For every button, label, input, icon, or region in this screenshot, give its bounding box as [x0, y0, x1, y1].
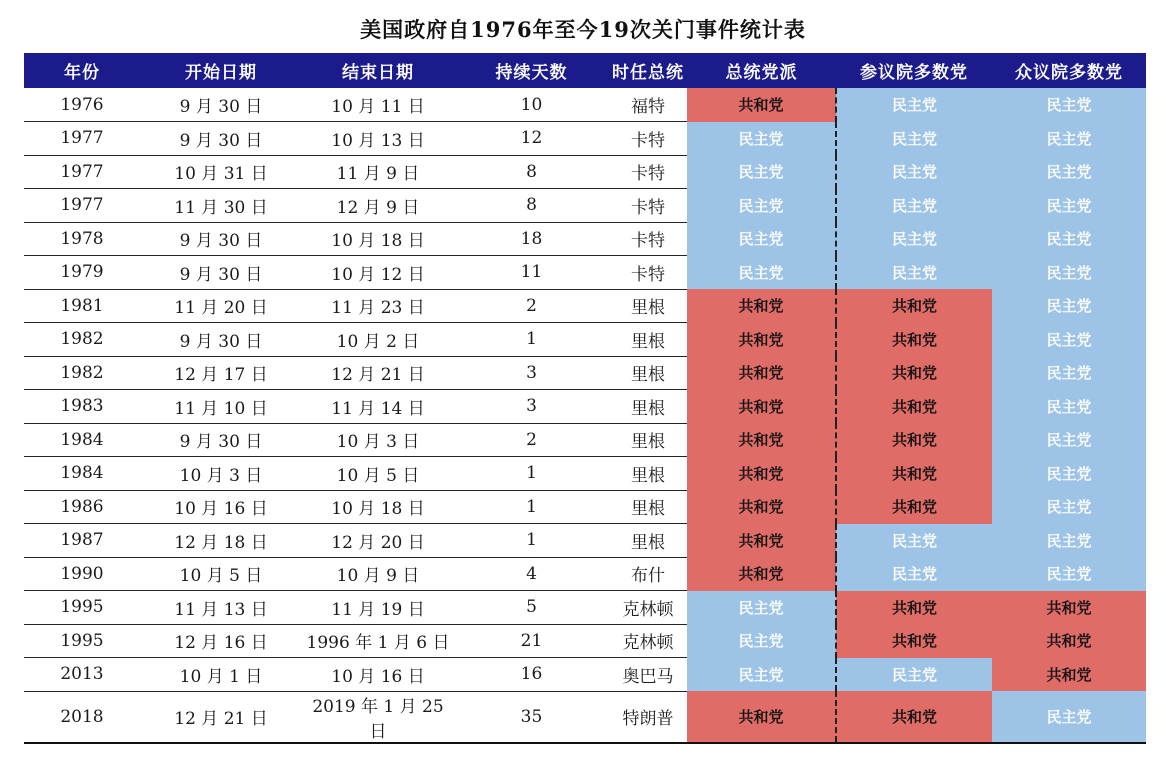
- column-header-end-date: 结束日期: [302, 53, 454, 88]
- cell-duration: 3: [454, 356, 609, 390]
- table-row: [24, 189, 1146, 223]
- cell-senate-majority: 共和党: [836, 591, 992, 625]
- cell-year: 1977: [24, 122, 140, 156]
- cell-senate-majority: 民主党: [836, 524, 992, 558]
- cell-president-party: 民主党: [687, 122, 836, 156]
- cell-start-date: 9 月 30 日: [140, 256, 302, 290]
- cell-house-majority: 民主党: [992, 155, 1146, 189]
- cell-duration: 5: [454, 591, 609, 625]
- cell-year: 1976: [24, 88, 140, 122]
- cell-start-date: 12 月 17 日: [140, 356, 302, 390]
- cell-house-majority: 民主党: [992, 691, 1146, 743]
- cell-house-majority: 民主党: [992, 289, 1146, 323]
- cell-president: 里根: [609, 356, 687, 390]
- cell-president-party: 共和党: [687, 88, 836, 122]
- cell-year: 1981: [24, 289, 140, 323]
- cell-senate-majority: 民主党: [836, 658, 992, 692]
- cell-year: 1995: [24, 591, 140, 625]
- cell-president: 卡特: [609, 155, 687, 189]
- cell-start-date: 10 月 16 日: [140, 490, 302, 524]
- column-header-senate-majority: 参议院多数党: [836, 53, 992, 88]
- table-row: [24, 289, 1146, 323]
- table-row: [24, 222, 1146, 256]
- cell-end-date: 12 月 20 日: [302, 524, 454, 558]
- cell-end-date: 1996 年 1 月 6 日: [302, 624, 454, 658]
- cell-end-date: 10 月 11 日: [302, 88, 454, 122]
- cell-president: 里根: [609, 323, 687, 357]
- cell-end-date: 10 月 12 日: [302, 256, 454, 290]
- cell-president-party: 共和党: [687, 457, 836, 491]
- cell-end-date: 10 月 5 日: [302, 457, 454, 491]
- cell-end-date: 10 月 18 日: [302, 490, 454, 524]
- cell-start-date: 11 月 13 日: [140, 591, 302, 625]
- cell-start-date: 10 月 3 日: [140, 457, 302, 491]
- cell-duration: 3: [454, 390, 609, 424]
- cell-year: 1984: [24, 457, 140, 491]
- column-header-president-party: 总统党派: [687, 53, 836, 88]
- cell-president-party: 民主党: [687, 624, 836, 658]
- cell-start-date: 12 月 18 日: [140, 524, 302, 558]
- cell-president: 里根: [609, 457, 687, 491]
- cell-start-date: 9 月 30 日: [140, 323, 302, 357]
- cell-year: 1986: [24, 490, 140, 524]
- cell-house-majority: 民主党: [992, 256, 1146, 290]
- cell-start-date: 10 月 1 日: [140, 658, 302, 692]
- cell-house-majority: 共和党: [992, 624, 1146, 658]
- cell-duration: 2: [454, 289, 609, 323]
- cell-duration: 1: [454, 323, 609, 357]
- cell-house-majority: 民主党: [992, 323, 1146, 357]
- cell-senate-majority: 共和党: [836, 423, 992, 457]
- cell-president: 卡特: [609, 122, 687, 156]
- cell-president-party: 共和党: [687, 524, 836, 558]
- cell-start-date: 10 月 5 日: [140, 557, 302, 591]
- cell-senate-majority: 民主党: [836, 557, 992, 591]
- table-body: [24, 88, 1146, 743]
- cell-duration: 21: [454, 624, 609, 658]
- column-header-year: 年份: [24, 53, 140, 88]
- cell-end-date: 11 月 19 日: [302, 591, 454, 625]
- cell-president-party: 民主党: [687, 658, 836, 692]
- cell-duration: 11: [454, 256, 609, 290]
- cell-senate-majority: 共和党: [836, 323, 992, 357]
- cell-president: 克林顿: [609, 624, 687, 658]
- table-row: [24, 88, 1146, 122]
- cell-president: 卡特: [609, 222, 687, 256]
- cell-duration: 16: [454, 658, 609, 692]
- cell-president-party: 民主党: [687, 222, 836, 256]
- cell-president-party: 共和党: [687, 490, 836, 524]
- table-row: [24, 457, 1146, 491]
- cell-house-majority: 民主党: [992, 490, 1146, 524]
- table-row: [24, 256, 1146, 290]
- cell-house-majority: 民主党: [992, 524, 1146, 558]
- cell-president: 里根: [609, 423, 687, 457]
- table-row: [24, 591, 1146, 625]
- cell-president: 里根: [609, 289, 687, 323]
- cell-president-party: 民主党: [687, 189, 836, 223]
- cell-duration: 2: [454, 423, 609, 457]
- cell-house-majority: 民主党: [992, 122, 1146, 156]
- table-row: [24, 557, 1146, 591]
- cell-year: 2018: [24, 691, 140, 743]
- cell-house-majority: 民主党: [992, 189, 1146, 223]
- cell-president-party: 共和党: [687, 691, 836, 743]
- cell-senate-majority: 共和党: [836, 289, 992, 323]
- cell-year: 1978: [24, 222, 140, 256]
- column-header-start-date: 开始日期: [140, 53, 302, 88]
- cell-senate-majority: 民主党: [836, 256, 992, 290]
- cell-start-date: 10 月 31 日: [140, 155, 302, 189]
- cell-year: 1987: [24, 524, 140, 558]
- cell-senate-majority: 民主党: [836, 222, 992, 256]
- cell-president-party: 共和党: [687, 390, 836, 424]
- cell-president: 克林顿: [609, 591, 687, 625]
- cell-senate-majority: 民主党: [836, 122, 992, 156]
- cell-year: 2013: [24, 658, 140, 692]
- cell-start-date: 9 月 30 日: [140, 222, 302, 256]
- cell-start-date: 9 月 30 日: [140, 88, 302, 122]
- cell-president: 奥巴马: [609, 658, 687, 692]
- cell-duration: 4: [454, 557, 609, 591]
- cell-president-party: 民主党: [687, 155, 836, 189]
- cell-year: 1977: [24, 155, 140, 189]
- cell-house-majority: 民主党: [992, 88, 1146, 122]
- cell-duration: 8: [454, 155, 609, 189]
- table-row: [24, 122, 1146, 156]
- table-row: [24, 490, 1146, 524]
- column-header-president: 时任总统: [609, 53, 687, 88]
- cell-president-party: 民主党: [687, 256, 836, 290]
- cell-end-date: 11 月 9 日: [302, 155, 454, 189]
- cell-president-party: 共和党: [687, 323, 836, 357]
- cell-senate-majority: 共和党: [836, 390, 992, 424]
- cell-duration: 1: [454, 524, 609, 558]
- cell-end-date: 12 月 21 日: [302, 356, 454, 390]
- cell-house-majority: 共和党: [992, 591, 1146, 625]
- cell-house-majority: 民主党: [992, 222, 1146, 256]
- cell-end-date: 2019 年 1 月 25 日: [302, 691, 454, 743]
- cell-president: 布什: [609, 557, 687, 591]
- column-header-house-majority: 众议院多数党: [992, 53, 1146, 88]
- cell-senate-majority: 民主党: [836, 155, 992, 189]
- cell-senate-majority: 共和党: [836, 691, 992, 743]
- table-row: [24, 658, 1146, 692]
- cell-year: 1990: [24, 557, 140, 591]
- cell-end-date: 10 月 2 日: [302, 323, 454, 357]
- cell-president: 里根: [609, 524, 687, 558]
- table-row: [24, 356, 1146, 390]
- cell-house-majority: 民主党: [992, 356, 1146, 390]
- cell-year: 1984: [24, 423, 140, 457]
- cell-start-date: 11 月 30 日: [140, 189, 302, 223]
- cell-end-date: 11 月 23 日: [302, 289, 454, 323]
- cell-president-party: 共和党: [687, 423, 836, 457]
- cell-year: 1982: [24, 323, 140, 357]
- cell-start-date: 9 月 30 日: [140, 423, 302, 457]
- cell-start-date: 12 月 21 日: [140, 691, 302, 743]
- cell-senate-majority: 民主党: [836, 88, 992, 122]
- cell-senate-majority: 共和党: [836, 490, 992, 524]
- cell-start-date: 12 月 16 日: [140, 624, 302, 658]
- cell-end-date: 12 月 9 日: [302, 189, 454, 223]
- cell-president: 卡特: [609, 189, 687, 223]
- cell-duration: 1: [454, 457, 609, 491]
- cell-president-party: 共和党: [687, 557, 836, 591]
- table-row: [24, 691, 1146, 743]
- cell-house-majority: 民主党: [992, 390, 1146, 424]
- cell-president: 特朗普: [609, 691, 687, 743]
- cell-senate-majority: 共和党: [836, 356, 992, 390]
- cell-year: 1995: [24, 624, 140, 658]
- table-row: [24, 423, 1146, 457]
- cell-start-date: 11 月 10 日: [140, 390, 302, 424]
- cell-end-date: 10 月 13 日: [302, 122, 454, 156]
- cell-start-date: 9 月 30 日: [140, 122, 302, 156]
- table-row: [24, 524, 1146, 558]
- cell-senate-majority: 共和党: [836, 624, 992, 658]
- cell-duration: 10: [454, 88, 609, 122]
- cell-president: 里根: [609, 490, 687, 524]
- cell-president-party: 民主党: [687, 591, 836, 625]
- header-row: [24, 53, 1146, 88]
- table-row: [24, 323, 1146, 357]
- column-header-duration: 持续天数: [454, 53, 609, 88]
- cell-duration: 35: [454, 691, 609, 743]
- table-row: [24, 624, 1146, 658]
- table-title: 美国政府自1976年至今19次关门事件统计表: [360, 17, 806, 42]
- shutdown-table: [24, 53, 1146, 744]
- cell-president: 里根: [609, 390, 687, 424]
- cell-duration: 8: [454, 189, 609, 223]
- cell-end-date: 10 月 16 日: [302, 658, 454, 692]
- cell-year: 1977: [24, 189, 140, 223]
- cell-house-majority: 民主党: [992, 423, 1146, 457]
- cell-duration: 18: [454, 222, 609, 256]
- table-row: [24, 155, 1146, 189]
- cell-end-date: 10 月 18 日: [302, 222, 454, 256]
- cell-end-date: 11 月 14 日: [302, 390, 454, 424]
- cell-end-date: 10 月 3 日: [302, 423, 454, 457]
- cell-year: 1983: [24, 390, 140, 424]
- cell-year: 1982: [24, 356, 140, 390]
- cell-duration: 12: [454, 122, 609, 156]
- cell-start-date: 11 月 20 日: [140, 289, 302, 323]
- cell-senate-majority: 民主党: [836, 189, 992, 223]
- cell-senate-majority: 共和党: [836, 457, 992, 491]
- table-row: [24, 390, 1146, 424]
- cell-duration: 1: [454, 490, 609, 524]
- cell-president: 福特: [609, 88, 687, 122]
- cell-house-majority: 共和党: [992, 658, 1146, 692]
- cell-end-date: 10 月 9 日: [302, 557, 454, 591]
- cell-president-party: 共和党: [687, 356, 836, 390]
- cell-president-party: 共和党: [687, 289, 836, 323]
- cell-house-majority: 民主党: [992, 557, 1146, 591]
- cell-president: 卡特: [609, 256, 687, 290]
- cell-year: 1979: [24, 256, 140, 290]
- cell-house-majority: 民主党: [992, 457, 1146, 491]
